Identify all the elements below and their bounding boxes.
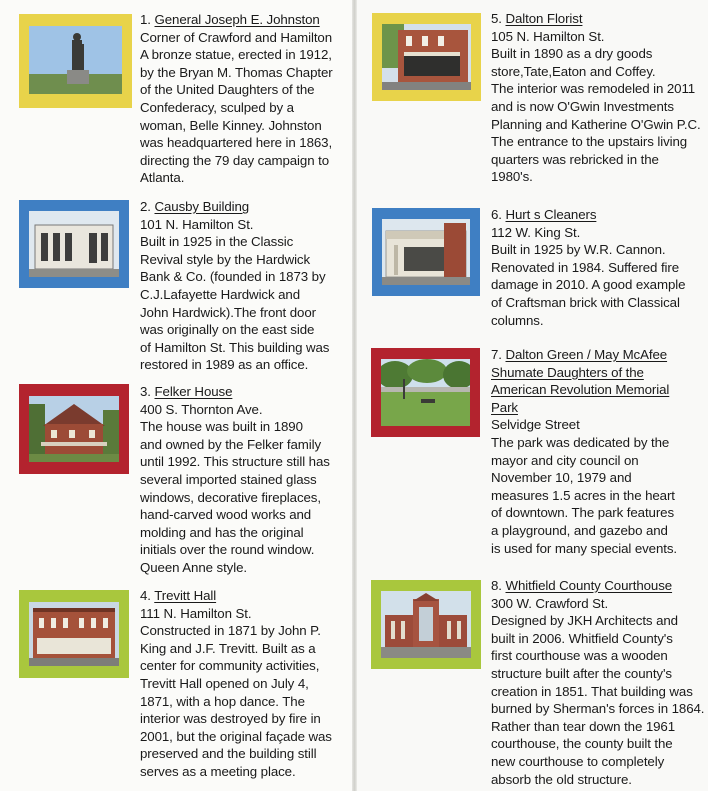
entry-line: Selvidge Street <box>491 417 580 433</box>
entry-line: King and J.F. Trevitt. Built as a <box>140 640 316 656</box>
entry-line: 300 W. Crawford St. <box>491 595 609 611</box>
entry-line: courthouse, the county built the <box>491 736 673 752</box>
dalton-florist-photo <box>382 24 471 90</box>
entry-2-text <box>140 198 329 374</box>
entry-line: structure built after the county's <box>491 665 672 681</box>
entry-line: 112 W. King St. <box>491 224 581 240</box>
entry-line: until 1992. This structure still has <box>140 454 330 470</box>
entry-line: Queen Anne style. <box>140 559 247 575</box>
photo-frame-red <box>371 348 480 437</box>
entry-line: damage in 2010. A good example <box>491 277 686 293</box>
entry-line: creation in 1851. That building was <box>491 683 693 699</box>
entry-line: is used for many special events. <box>491 540 678 556</box>
entry-line: Revival style by the Hardwick <box>140 251 311 267</box>
entry-line: hand-carved wood works and <box>140 507 312 523</box>
entry-title-line: Park <box>491 399 518 415</box>
entry-line: November 10, 1979 and <box>491 470 632 486</box>
dalton-green-park-photo <box>381 359 470 426</box>
entry-line: Built in 1925 by W.R. Cannon. <box>491 242 666 258</box>
entry-line: Corner of Crawford and Hamilton <box>140 29 333 45</box>
photo-frame-blue <box>19 200 129 288</box>
entry-line: absorb the old structure. <box>491 771 632 787</box>
entry-line: Planning and Katherine O'Gwin P.C. <box>491 116 701 132</box>
entry-line: 111 N. Hamilton St. <box>140 605 252 621</box>
entry-line: measures 1.5 acres in the heart <box>491 487 675 503</box>
entry-line: burned by Sherman's forces in 1864. <box>491 701 705 717</box>
entry-line: initials over the round window. <box>140 542 315 558</box>
brochure-fold <box>352 0 357 791</box>
felker-house-photo <box>29 396 119 462</box>
entry-3-text <box>140 383 330 577</box>
entry-line: preserved and the building still <box>140 746 317 762</box>
entry-line: 400 S. Thornton Ave. <box>140 401 263 417</box>
entry-title: 8. Whitfield County Courthouse <box>491 578 673 593</box>
johnston-statue-photo <box>29 26 122 94</box>
entry-line: quarters was rebricked in the <box>491 151 659 167</box>
causby-building-photo <box>29 211 119 277</box>
entry-line: columns. <box>491 312 544 328</box>
entry-title-line: American Revolution Memorial <box>491 382 670 398</box>
entry-line: 1871, with a hop dance. The <box>140 693 305 709</box>
entry-line: The interior was remodeled in 2011 <box>491 81 696 97</box>
entry-5-text <box>491 10 701 186</box>
entry-title: 2. Causby Building <box>140 199 250 214</box>
courthouse-photo <box>381 591 471 658</box>
entry-title: 5. Dalton Florist <box>491 11 583 26</box>
entry-line: several imported stained glass <box>140 471 317 487</box>
entry-line: store,Tate,Eaton and Coffey. <box>491 63 656 79</box>
entry-line: 105 N. Hamilton St. <box>491 28 605 44</box>
hurts-cleaners-photo <box>382 219 470 285</box>
entry-line: windows, decorative fireplaces, <box>140 489 321 505</box>
entry-line: and is now O'Gwin Investments <box>491 98 674 114</box>
entry-line: Constructed in 1871 by John P. <box>140 623 321 639</box>
entry-title: 4. Trevitt Hall <box>140 588 217 603</box>
entry-line: first courthouse was a wooden <box>491 648 668 664</box>
entry-line: Built in 1925 in the Classic <box>140 234 294 250</box>
entry-line: Trevitt Hall opened on July 4, <box>140 675 309 691</box>
photo-frame-green <box>371 580 481 669</box>
entry-line: by the Bryan M. Thomas Chapter <box>140 64 333 80</box>
entry-line: C.J.Lafayette Hardwick and <box>140 286 300 302</box>
entry-line: of downtown. The park features <box>491 505 675 521</box>
entry-line: 2001, but the original façade was <box>140 728 332 744</box>
entry-line: a playground, and gazebo and <box>491 522 668 538</box>
entry-title: 1. General Joseph E. Johnston <box>140 12 320 27</box>
entry-line: of the United Daughters of the <box>140 82 315 98</box>
entry-line: new courthouse to completely <box>491 753 665 769</box>
entry-line: serves as a meeting place. <box>140 763 296 779</box>
entry-line: built in 2006. Whitfield County's <box>491 630 673 646</box>
entry-line: John Hardwick).The front door <box>140 304 316 320</box>
entry-line: of Hamilton St. This building was <box>140 339 330 355</box>
entry-6-text <box>491 206 685 329</box>
entry-line: was originally on the east side <box>140 322 315 338</box>
entry-7-text <box>491 346 677 557</box>
entry-title: 3. Felker House <box>140 384 233 399</box>
photo-frame-blue <box>372 208 480 296</box>
entry-line: The park was dedicated by the <box>491 434 670 450</box>
trevitt-hall-photo <box>29 602 119 666</box>
entry-title-line: Shumate Daughters of the <box>491 364 644 380</box>
entry-line: Confederacy, sculped by a <box>140 99 294 115</box>
entry-line: molding and has the original <box>140 524 304 540</box>
entry-line: interior was destroyed by fire in <box>140 711 321 727</box>
entry-line: Bank & Co. (founded in 1873 by <box>140 269 326 285</box>
entry-line: restored in 1989 as an office. <box>140 357 309 373</box>
entry-line: woman, Belle Kinney. Johnston <box>140 117 322 133</box>
entry-line: of Craftsman brick with Classical <box>491 294 680 310</box>
entry-line: directing the 79 day campaign to <box>140 152 329 168</box>
entry-line: Rather than tear down the 1961 <box>491 718 676 734</box>
entry-line: The house was built in 1890 <box>140 419 303 435</box>
entry-line: and owned by the Felker family <box>140 436 322 452</box>
entry-4-text <box>140 587 332 781</box>
entry-title: 6. Hurt s Cleaners <box>491 207 597 222</box>
photo-frame-yellow <box>19 14 132 108</box>
photo-frame-green <box>19 590 129 678</box>
entry-line: center for community activities, <box>140 658 320 674</box>
entry-line: Built in 1890 as a dry goods <box>491 46 653 62</box>
entry-line: Atlanta. <box>140 170 185 186</box>
entry-line: A bronze statue, erected in 1912, <box>140 47 332 63</box>
entry-title: 7. Dalton Green / May McAfee <box>491 347 668 362</box>
entry-line: Designed by JKH Architects and <box>491 613 678 629</box>
entry-line: was headquartered here in 1863, <box>140 135 333 151</box>
entry-1-text <box>140 11 333 187</box>
entry-line: The entrance to the upstairs living <box>491 134 688 150</box>
photo-frame-red <box>19 384 129 474</box>
entry-8-text <box>491 577 704 788</box>
entry-line: 1980's. <box>491 169 533 185</box>
photo-frame-yellow <box>372 13 481 101</box>
entry-line: mayor and city council on <box>491 452 639 468</box>
entry-line: 101 N. Hamilton St. <box>140 216 254 232</box>
entry-line: Renovated in 1984. Suffered fire <box>491 259 680 275</box>
